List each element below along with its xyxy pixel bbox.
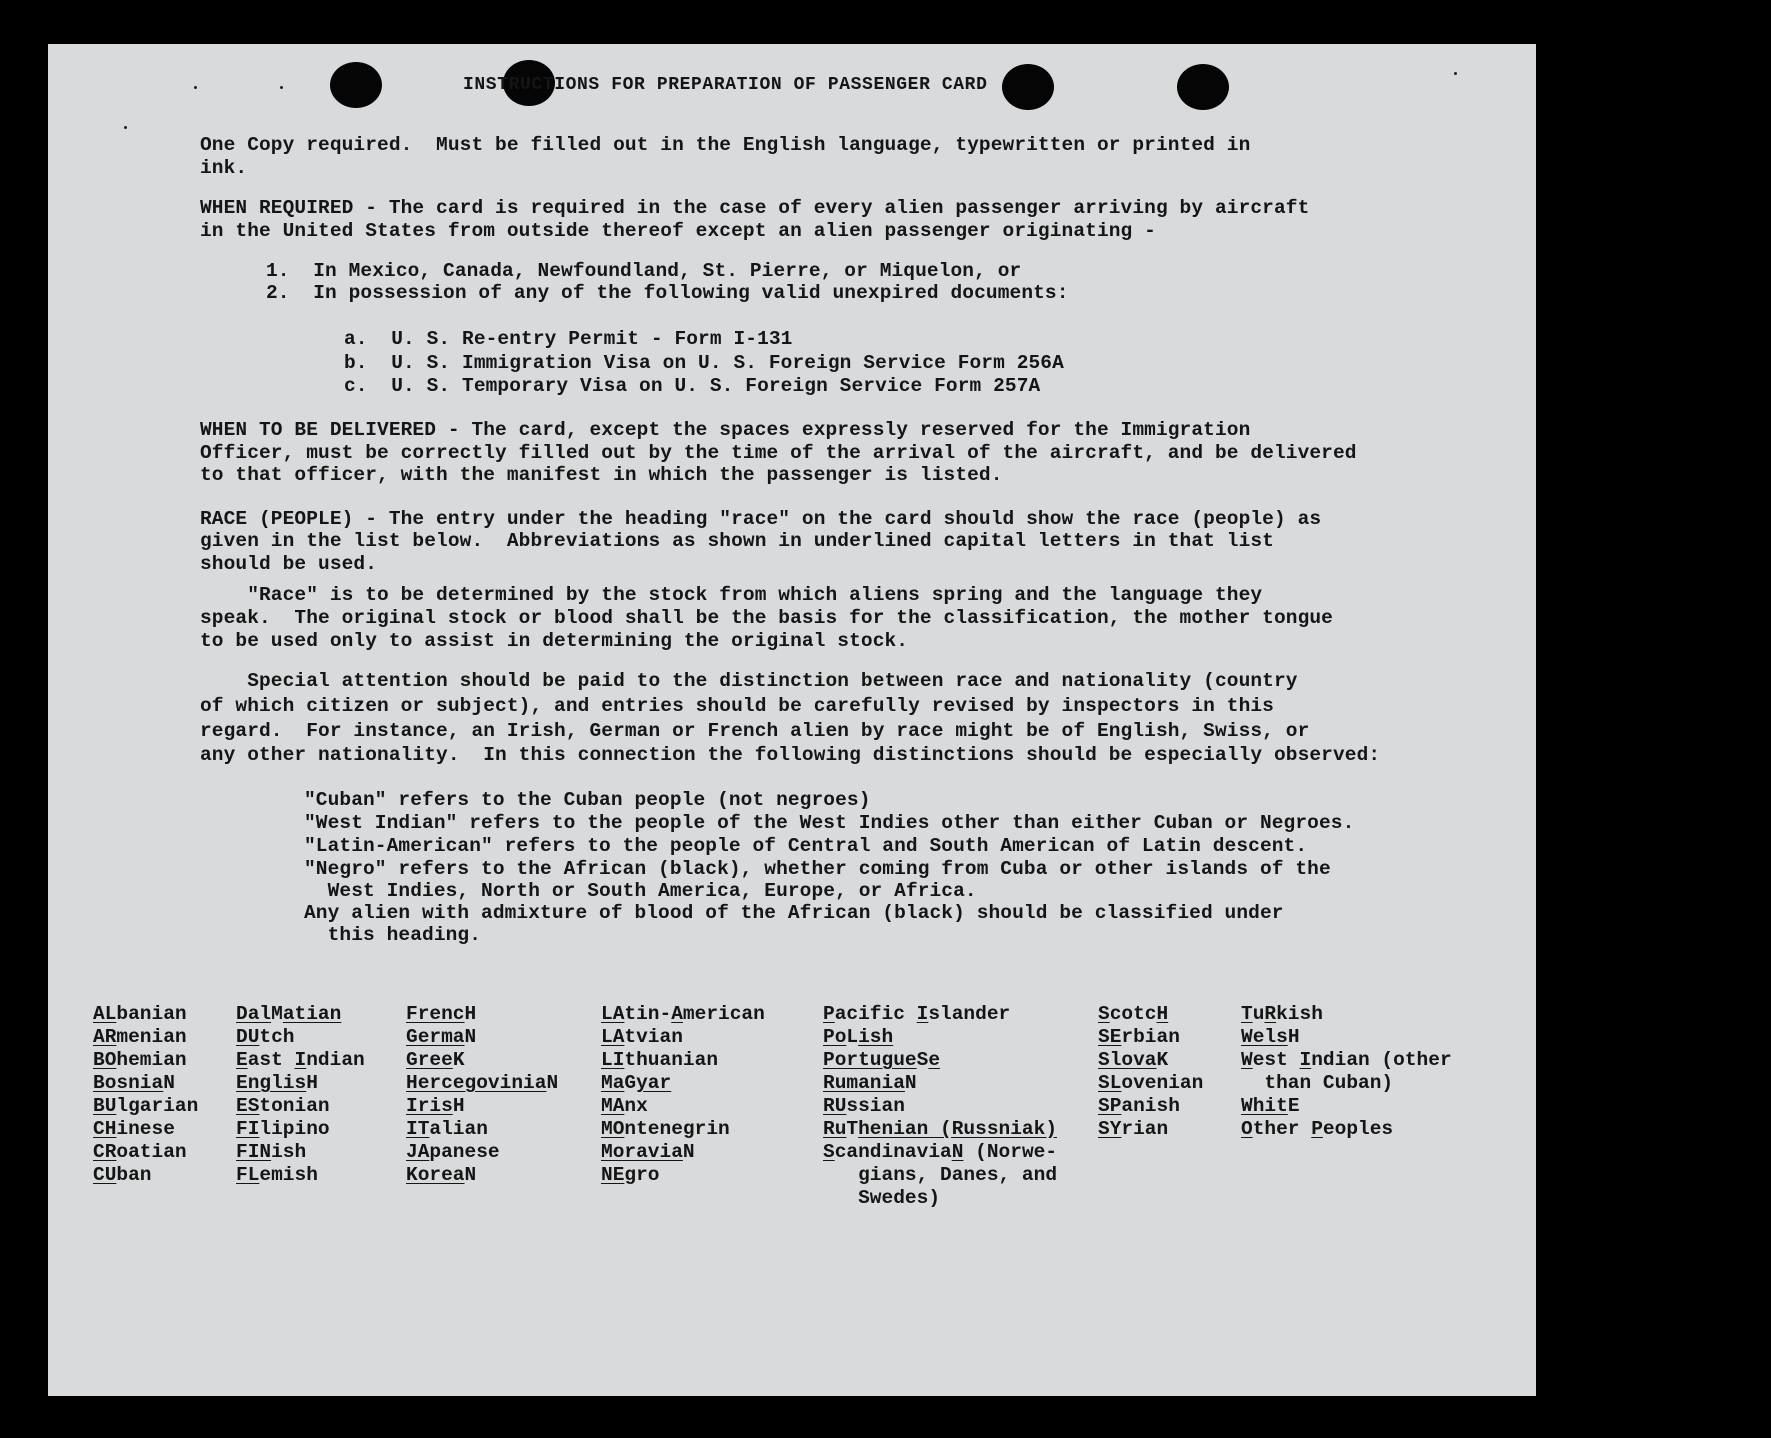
copy-line-1: One Copy required. Must be filled out in the English language, typewritten or printed in <box>200 134 1251 156</box>
race-list-item: TuRkish <box>1241 1003 1323 1025</box>
race-list-item: LAtvian <box>601 1026 683 1048</box>
race-list-item: SlovaK <box>1098 1049 1169 1071</box>
race-list-item: GreeK <box>406 1049 465 1071</box>
race-list-item: RuThenian (Russniak) <box>823 1118 1058 1140</box>
race-def-line-3: to be used only to assist in determining the original stock. <box>200 630 909 652</box>
race-list-item: SYrian <box>1098 1118 1169 1140</box>
when-required-line-1: WHEN REQUIRED - The card is required in the case of every alien passenger arriving by aircraft <box>200 197 1310 219</box>
distinction-line-5: West Indies, North or South America, Europe, or Africa. <box>304 880 977 902</box>
race-list-item: LAtin-American <box>601 1003 765 1025</box>
race-list-item: Other Peoples <box>1241 1118 1394 1140</box>
race-list-item: MAnx <box>601 1095 648 1117</box>
page-title: INSTRUCTIONS FOR PREPARATION OF PASSENGER CARD <box>463 75 988 95</box>
race-list-item: ScotcH <box>1098 1003 1169 1025</box>
race-list-item: West Indian (other <box>1241 1049 1452 1071</box>
when-delivered-line-1: WHEN TO BE DELIVERED - The card, except the spaces expressly reserved for the Immigration <box>200 419 1251 441</box>
distinction-line-3: "Latin-American" refers to the people of Central and South American of Latin descent. <box>304 835 1308 857</box>
race-list-item: FrencH <box>406 1003 477 1025</box>
race-list-item: LIthuanian <box>601 1049 719 1071</box>
speck <box>280 86 283 89</box>
race-list-item: MaGyar <box>601 1072 672 1094</box>
when-required-line-2: in the United States from outside thereof except an alien passenger originating - <box>200 220 1156 242</box>
race-list-item: IrisH <box>406 1095 465 1117</box>
race-list-item: Pacific Islander <box>823 1003 1011 1025</box>
special-line-3: regard. For instance, an Irish, German or French alien by race might be of English, Swiss, or <box>200 720 1310 742</box>
distinction-line-4: "Negro" refers to the African (black), whether coming from Cuba or other islands of the <box>304 858 1331 880</box>
list-item-2: 2. In possession of any of the following valid unexpired documents: <box>266 282 1069 304</box>
race-list-item: BosniaN <box>93 1072 175 1094</box>
race-list-item: ScandinaviaN (Norwe- <box>823 1141 1058 1163</box>
race-list-item: than Cuban) <box>1241 1072 1394 1094</box>
punch-hole-4 <box>1177 64 1229 110</box>
doc-item-b: b. U. S. Immigration Visa on U. S. Foreign Service Form 256A <box>344 352 1064 374</box>
race-list-item: FIlipino <box>236 1118 330 1140</box>
race-list-item: EnglisH <box>236 1072 318 1094</box>
race-column-2 <box>236 1003 365 1187</box>
race-list-item: SLovenian <box>1098 1072 1204 1094</box>
race-def-line-1: "Race" is to be determined by the stock from which aliens spring and the language they <box>200 584 1263 606</box>
race-list-item: RUssian <box>823 1095 905 1117</box>
race-list-item: JApanese <box>406 1141 500 1163</box>
race-list-item: SErbian <box>1098 1026 1180 1048</box>
race-line-1: RACE (PEOPLE) - The entry under the heading "race" on the card should show the race (people) as <box>200 508 1322 530</box>
race-list-item: WelsH <box>1241 1026 1300 1048</box>
race-list-item: PoLish <box>823 1026 894 1048</box>
speck <box>124 126 127 129</box>
race-list-item: East Indian <box>236 1049 365 1071</box>
doc-item-c: c. U. S. Temporary Visa on U. S. Foreign Service Form 257A <box>344 375 1041 397</box>
punch-hole-3 <box>1002 64 1054 110</box>
document-page <box>48 44 1536 1396</box>
race-list-item: HercegoviniaN <box>406 1072 559 1094</box>
race-def-line-2: speak. The original stock or blood shall be the basis for the classification, the mother tongue <box>200 607 1333 629</box>
race-line-2: given in the list below. Abbreviations as shown in underlined capital letters in that list <box>200 530 1274 552</box>
race-list-item: ARmenian <box>93 1026 187 1048</box>
special-line-4: any other nationality. In this connection the following distinctions should be especially observed: <box>200 744 1381 766</box>
distinction-line-7: this heading. <box>304 924 482 946</box>
race-list-item: CHinese <box>93 1118 175 1140</box>
race-column-4 <box>601 1003 765 1187</box>
race-column-7 <box>1241 1003 1452 1141</box>
race-list-item: ALbanian <box>93 1003 187 1025</box>
special-line-1: Special attention should be paid to the distinction between race and nationality (country <box>200 670 1298 692</box>
when-delivered-line-3: to that officer, with the manifest in which the passenger is listed. <box>200 464 1003 486</box>
distinction-line-2: "West Indian" refers to the people of the West Indies other than either Cuban or Negroes. <box>304 812 1355 834</box>
speck <box>194 86 197 89</box>
race-list-item: KoreaN <box>406 1164 477 1186</box>
race-column-6 <box>1098 1003 1203 1141</box>
race-list-item: Swedes) <box>823 1187 941 1209</box>
race-list-item: PortugueSe <box>823 1049 941 1071</box>
doc-item-a: a. U. S. Re-entry Permit - Form I-131 <box>344 328 793 350</box>
race-list-item: MoraviaN <box>601 1141 695 1163</box>
race-list-item: GermaN <box>406 1026 477 1048</box>
race-list-item: EStonian <box>236 1095 330 1117</box>
speck <box>1454 72 1457 75</box>
list-item-1: 1. In Mexico, Canada, Newfoundland, St. Pierre, or Miquelon, or <box>266 260 1022 282</box>
when-delivered-line-2: Officer, must be correctly filled out by the time of the arrival of the aircraft, and be delivered <box>200 442 1357 464</box>
race-list-item: BUlgarian <box>93 1095 199 1117</box>
copy-line-2: ink. <box>200 157 248 179</box>
race-list-item: gians, Danes, and <box>823 1164 1058 1186</box>
race-line-3: should be used. <box>200 553 378 575</box>
race-list-item: NEgro <box>601 1164 660 1186</box>
race-list-item: CRoatian <box>93 1141 187 1163</box>
race-list-item: RumaniaN <box>823 1072 917 1094</box>
race-list-item: FINish <box>236 1141 307 1163</box>
race-column-5 <box>823 1003 1057 1210</box>
race-list-item: DUtch <box>236 1026 295 1048</box>
race-list-item: MOntenegrin <box>601 1118 730 1140</box>
distinction-line-6: Any alien with admixture of blood of the African (black) should be classified under <box>304 902 1284 924</box>
race-list-item: BOhemian <box>93 1049 187 1071</box>
distinction-line-1: "Cuban" refers to the Cuban people (not negroes) <box>304 789 871 811</box>
race-list-item: DalMatian <box>236 1003 342 1025</box>
race-list-item: FLemish <box>236 1164 318 1186</box>
race-list-item: ITalian <box>406 1118 488 1140</box>
race-list-item: SPanish <box>1098 1095 1180 1117</box>
race-column-1 <box>93 1003 198 1187</box>
race-list-item: WhitE <box>1241 1095 1300 1117</box>
special-line-2: of which citizen or subject), and entries should be carefully revised by inspectors in this <box>200 695 1274 717</box>
race-list-item: CUban <box>93 1164 152 1186</box>
race-column-3 <box>406 1003 558 1187</box>
punch-hole-1 <box>330 62 382 108</box>
